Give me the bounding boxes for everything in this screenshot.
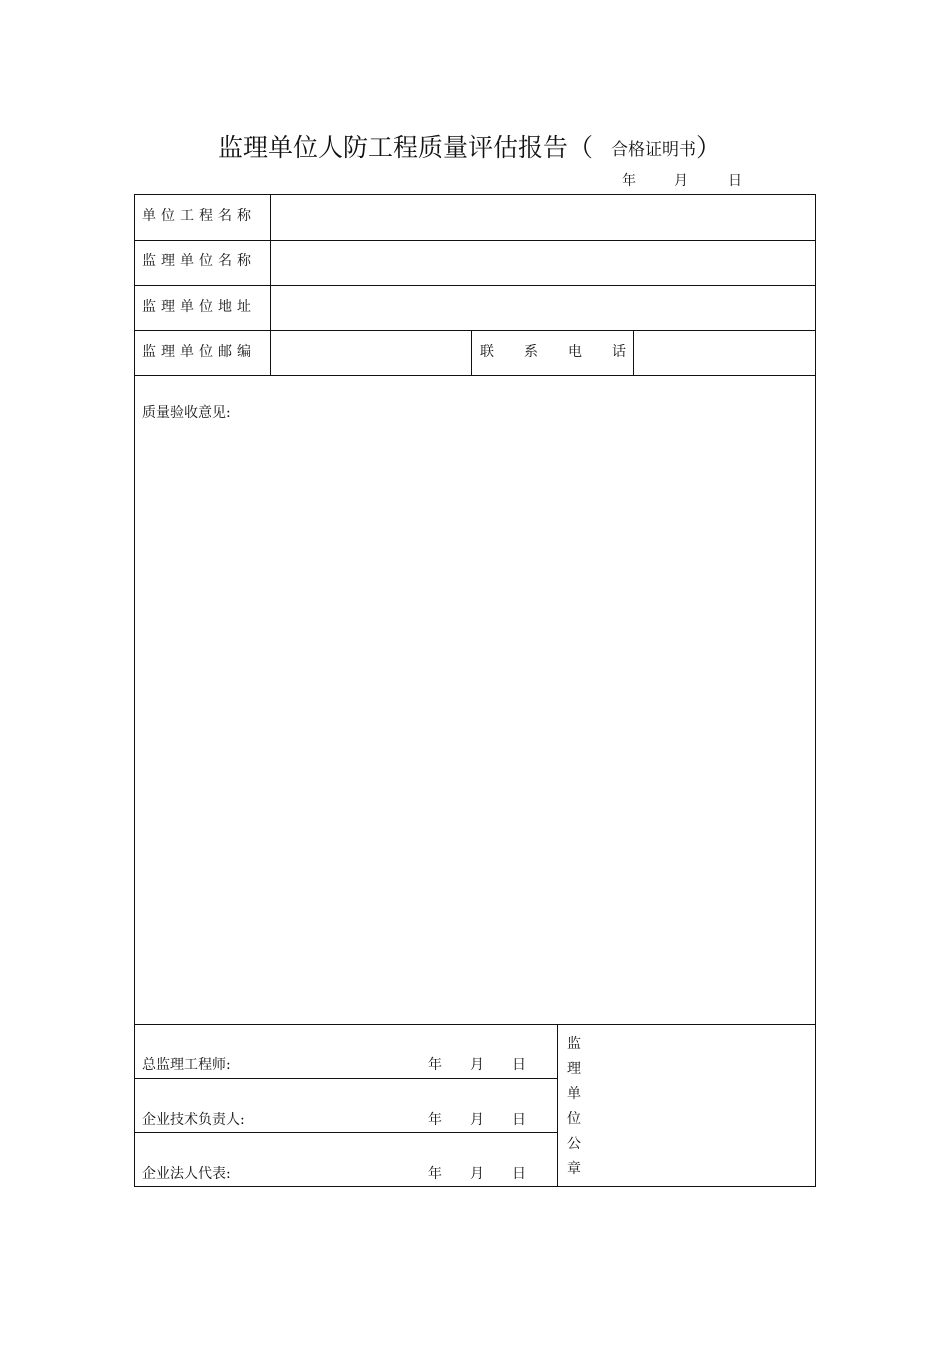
date-year: 年 — [428, 1057, 442, 1073]
date-day: 日 — [512, 1057, 526, 1073]
supervisor-name-label: 监理单位名称 — [142, 253, 256, 269]
seal-char: 单 — [567, 1086, 581, 1102]
supervisor-address-field[interactable] — [280, 295, 800, 319]
header-date-month: 月 — [674, 173, 688, 189]
legal-rep-date[interactable] — [428, 1163, 526, 1183]
legal-rep-label: 企业法人代表: — [142, 1166, 231, 1182]
title-main: 监理单位人防工程质量评估报告（ — [218, 133, 594, 162]
header-date-day: 日 — [728, 173, 742, 189]
header-date — [622, 170, 742, 190]
header-date-year: 年 — [622, 173, 636, 189]
project-name-field[interactable] — [280, 205, 800, 229]
phone-field[interactable] — [643, 340, 803, 364]
opinion-field[interactable] — [142, 430, 802, 1010]
seal-char: 监 — [567, 1036, 581, 1052]
date-month: 月 — [470, 1166, 484, 1182]
column-divider — [557, 1024, 558, 1186]
date-day: 日 — [512, 1112, 526, 1128]
row-divider — [135, 285, 815, 286]
row-divider — [135, 1078, 557, 1079]
supervisor-address-label: 监理单位地址 — [142, 299, 256, 315]
report-form — [134, 194, 816, 1187]
chief-supervisor-label: 总监理工程师: — [142, 1057, 231, 1073]
chief-supervisor-date[interactable] — [428, 1054, 526, 1074]
date-month: 月 — [470, 1112, 484, 1128]
seal-label — [567, 1032, 583, 1182]
row-divider — [135, 1132, 557, 1133]
seal-char: 章 — [567, 1161, 581, 1177]
date-year: 年 — [428, 1166, 442, 1182]
page-title — [218, 128, 721, 164]
title-subtitle: 合格证明书 — [611, 140, 697, 160]
row-divider — [135, 1024, 815, 1025]
postcode-field[interactable] — [280, 340, 460, 364]
date-month: 月 — [470, 1057, 484, 1073]
date-day: 日 — [512, 1166, 526, 1182]
phone-label: 联系电话 — [480, 344, 656, 360]
seal-area[interactable] — [595, 1035, 805, 1180]
column-divider — [270, 195, 271, 375]
project-name-label: 单位工程名称 — [142, 208, 256, 224]
row-divider — [135, 240, 815, 241]
technical-lead-date[interactable] — [428, 1109, 526, 1129]
date-year: 年 — [428, 1112, 442, 1128]
title-close-paren: ） — [696, 133, 722, 162]
row-divider — [135, 375, 815, 376]
opinion-label: 质量验收意见: — [142, 405, 231, 421]
supervisor-name-field[interactable] — [280, 250, 800, 274]
postcode-label: 监理单位邮编 — [142, 344, 256, 360]
seal-char: 位 — [567, 1111, 581, 1127]
seal-char: 理 — [567, 1061, 581, 1077]
column-divider — [471, 330, 472, 375]
seal-char: 公 — [567, 1136, 581, 1152]
row-divider — [135, 330, 815, 331]
technical-lead-label: 企业技术负责人: — [142, 1112, 245, 1128]
